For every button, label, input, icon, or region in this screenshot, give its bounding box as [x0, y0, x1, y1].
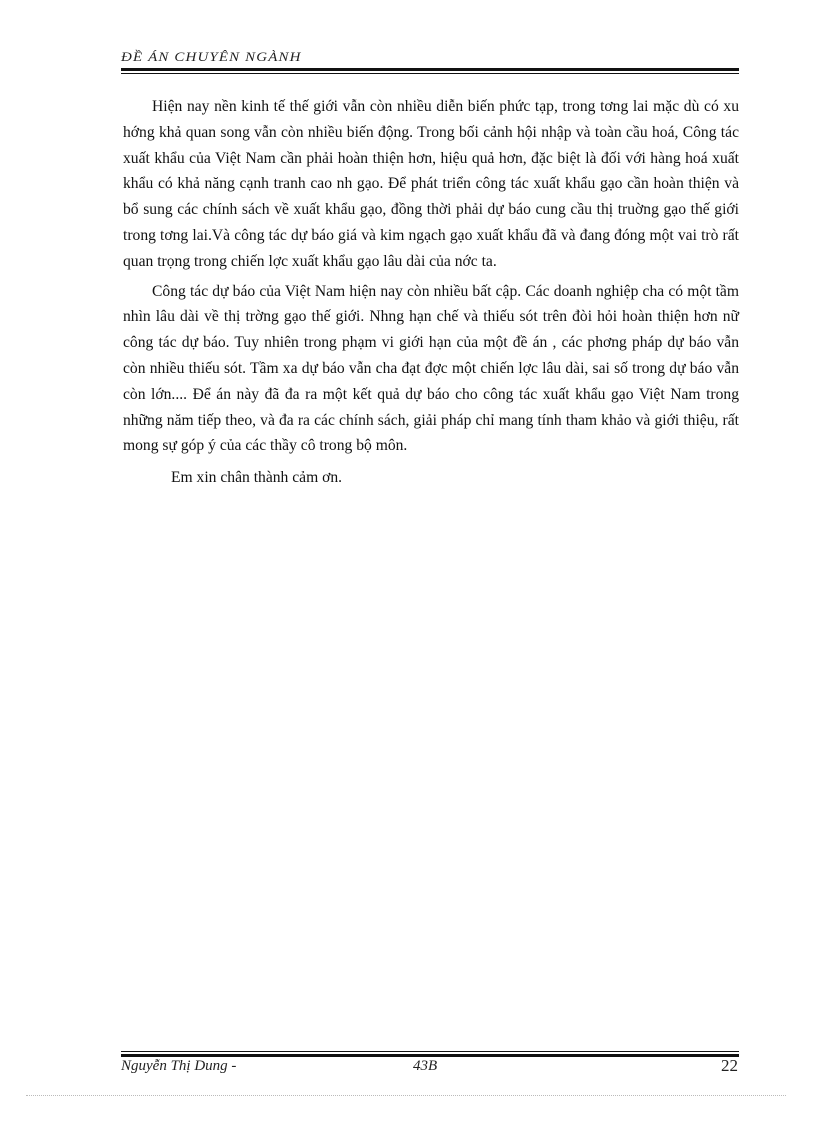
body-text	[123, 94, 739, 495]
page-border	[26, 1095, 786, 1096]
footer-rule-thin	[121, 1051, 739, 1052]
paragraph-forecast: Công tác dự báo của Việt Nam hiện nay còn nhiều bất cập. Các doanh nghiệp cha có một tầm nhìn lâu dài về thị trờng gạo thế giới. Nhng hạn chế và thiếu sót trên đòi hỏi hoàn thiện hơn nữ công tác dự báo. Tuy nhiên trong phạm vi giới hạn của một đề án , các phơng pháp dự báo vẫn còn nhiều thiếu sót. Tầm xa dự báo vẫn cha đạt đợc một chiến lợc lâu dài, sai số trong dự báo vẫn còn lớn.... Để án này đã đa ra một kết quả dự báo cho công tác xuất khẩu gạo Việt Nam trong những năm tiếp theo, và đa ra các chính sách, giải pháp chỉ mang tính tham khảo và giới thiệu, rất mong sự góp ý của các thầy cô trong bộ môn.	[123, 282, 739, 455]
header-rule-thin	[121, 73, 739, 74]
page-number: 22	[721, 1056, 738, 1075]
footer-rule	[121, 1054, 739, 1057]
header-rule	[121, 68, 739, 71]
paragraph-intro: Hiện nay nền kinh tế thế giới vẫn còn nhiều diễn biến phức tạp, trong tơng lai mặc dù có xu hớng khả quan song vẫn còn nhiều biến động. Trong bối cảnh hội nhập và toàn cầu hoá, Công tác xuất khẩu của Việt Nam cần phải hoàn thiện hơn, hiệu quả hơn, đặc biệt là đối với hàng hoá xuất khẩu có khả năng cạnh tranh cao nh gạo. Để phát triển công tác xuất khẩu gạo cần hoàn thiện và bổ sung các chính sách về xuất khẩu gạo, đồng thời phải dự báo cung cầu thị truờng gạo thế giới trong tơng lai.Và công tác dự báo giá và kim ngạch gạo xuất khẩu đã và đang đóng một vai trò rất quan trọng trong chiến lợc xuất khẩu gạo lâu dài của nớc ta.	[123, 98, 739, 270]
footer-class-code: 43B	[413, 1058, 438, 1074]
closing-line: Em xin chân thành cảm ơn.	[171, 469, 343, 487]
footer-author: Nguyễn Thị Dung -	[121, 1058, 237, 1074]
header-title: ĐỀ ÁN CHUYÊN NGÀNH	[121, 49, 302, 64]
